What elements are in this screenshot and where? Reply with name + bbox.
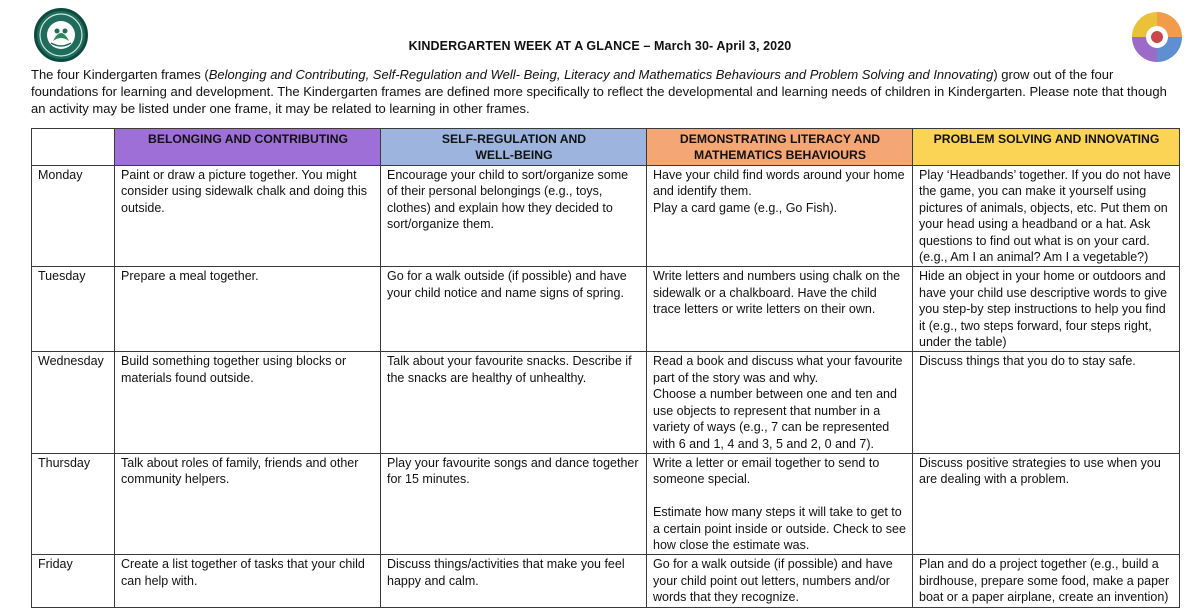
table-row [32,267,1180,352]
belonging-activity: Build something together using blocks or materials found outside. [115,352,381,453]
header-problem-solving-and-innovating: PROBLEM SOLVING AND INNOVATING [913,129,1180,166]
header-belonging-and-contributing: BELONGING AND CONTRIBUTING [115,129,381,166]
problem-solving-activity: Plan and do a project together (e.g., build a birdhouse, prepare some food, make a paper boat or a paper airplane, create an invention) [913,555,1180,607]
literacy-activity: Read a book and discuss what your favourite part of the story was and why. Choose a number between one and ten and use objects to represent that number in a variety of ways (e.g., 7 can be represented with 6 and 1, 4 and 3, 5 and 2, 0 and 7). [647,352,913,453]
school-board-logo-icon [34,8,88,62]
literacy-activity: Write letters and numbers using chalk on the sidewalk or a chalkboard. Have the child trace letters or write letters on their own. [647,267,913,352]
problem-solving-activity: Discuss positive strategies to use when you are dealing with a problem. [913,453,1180,554]
self-regulation-activity: Encourage your child to sort/organize some of their personal belongings (e.g., toys, clothes) and explain how they decided to sort/organize them. [381,166,647,267]
literacy-activity: Write a letter or email together to send to someone special. Estimate how many steps it will take to get to a certain point inside or outside. Check to see how close the estimate was. [647,453,913,554]
day-label: Wednesday [32,352,115,453]
table-row [32,555,1180,607]
intro-text-end: ) grow out of the four foundations for learning and development. The Kindergarten frames are defined more specifically to reflect the developmental and learning needs of children in Kindergarten. Please note that though an activity may be listed under one frame, it may be related to learning in other frames. [31,67,1167,116]
self-regulation-activity: Play your favourite songs and dance together for 15 minutes. [381,453,647,554]
intro-frames-list: Belonging and Contributing, Self-Regulation and Well- Being, Literacy and Mathematics Behaviours and Problem Solving and Innovating [208,67,994,82]
day-label: Thursday [32,453,115,554]
table-header-row [32,129,1180,166]
page-title: KINDERGARTEN WEEK AT A GLANCE – March 30- April 3, 2020 [408,39,792,53]
belonging-activity: Prepare a meal together. [115,267,381,352]
table-row [32,166,1180,267]
belonging-activity: Paint or draw a picture together. You might consider using sidewalk chalk and doing this outside. [115,166,381,267]
header-literacy-and-mathematics: DEMONSTRATING LITERACY AND MATHEMATICS BEHAVIOURS [647,129,913,166]
intro-paragraph [31,66,1179,117]
day-label: Friday [32,555,115,607]
problem-solving-activity: Hide an object in your home or outdoors and have your child use descriptive words to give you step-by step instructions to help you find it (e.g., two steps forward, four steps right, under the table) [913,267,1180,352]
self-regulation-activity: Discuss things/activities that make you feel happy and calm. [381,555,647,607]
day-label: Tuesday [32,267,115,352]
frames-wheel-logo-icon [1130,10,1184,64]
table-row [32,453,1180,554]
problem-solving-activity: Discuss things that you do to stay safe. [913,352,1180,453]
self-regulation-activity: Go for a walk outside (if possible) and have your child notice and name signs of spring. [381,267,647,352]
self-regulation-activity: Talk about your favourite snacks. Describe if the snacks are healthy of unhealthy. [381,352,647,453]
day-label: Monday [32,166,115,267]
literacy-activity: Have your child find words around your home and identify them. Play a card game (e.g., Go Fish). [647,166,913,267]
belonging-activity: Talk about roles of family, friends and other community helpers. [115,453,381,554]
header-day [32,129,115,166]
literacy-activity: Go for a walk outside (if possible) and have your child point out letters, numbers and/or words that they recognize. [647,555,913,607]
belonging-activity: Create a list together of tasks that your child can help with. [115,555,381,607]
intro-text-start: The four Kindergarten frames ( [31,67,209,82]
header-self-regulation-and-well-being: SELF-REGULATION AND WELL-BEING [381,129,647,166]
problem-solving-activity: Play ‘Headbands’ together. If you do not have the game, you can make it yourself using pictures of animals, objects, etc. Put them on your head using a headband or a hat. Ask questions to find out what is on your card. (e.g., Am I an animal? Am I a vegetable?) [913,166,1180,267]
week-at-a-glance-table [31,128,1180,608]
table-row [32,352,1180,453]
